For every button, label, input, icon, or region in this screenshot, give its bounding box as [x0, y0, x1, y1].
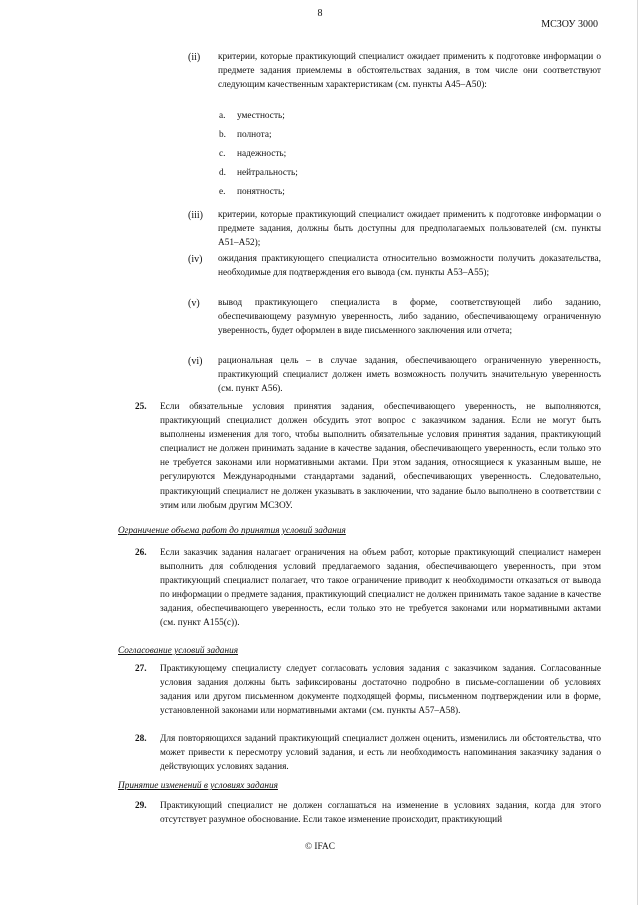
section-heading: Принятие изменений в условиях задания	[118, 781, 278, 791]
paragraph-number: 28.	[135, 734, 147, 744]
list-item-text: надежность;	[237, 149, 287, 159]
sub-item-label: (iv)	[188, 254, 203, 265]
list-item-text: понятность;	[237, 187, 285, 197]
list-item-label: c.	[219, 149, 226, 159]
list-item-label: a.	[219, 111, 226, 121]
section-heading: Согласование условий задания	[118, 646, 239, 656]
section-heading: Ограничение объема работ до принятия условий задания	[118, 526, 346, 536]
paragraph-text: Практикующий специалист не должен соглашаться на изменение в условиях задания, когда для этого отсутствует разумное обоснование. Если такое изменение происходит, практикующий	[160, 801, 601, 826]
list-item-label: d.	[219, 168, 226, 178]
sub-item-label: (ii)	[188, 52, 201, 63]
paragraph-number: 27.	[135, 664, 147, 674]
sub-item-label: (iii)	[188, 210, 203, 221]
paragraph-number: 25.	[135, 402, 147, 412]
list-item-label: e.	[219, 187, 226, 197]
scan-edge-line	[637, 0, 638, 905]
sub-item-text: рациональная цель – в случае задания, обеспечивающего ограниченную уверенность, практикующий специалист должен иметь возможность получить значительную уверенность (см. пункт A56).	[218, 356, 601, 395]
sub-item-text: вывод практикующего специалиста в форме, соответствующей либо заданию, обеспечивающему разумную уверенность, либо заданию, обеспечивающему ограниченную уверенность, будет оформлен в виде письменного заключения или отчета;	[218, 298, 601, 337]
list-item-text: полнота;	[237, 130, 272, 140]
footer-copyright: © IFAC	[305, 842, 335, 852]
sub-item-label: (vi)	[188, 356, 203, 367]
paragraph-text: Если обязательные условия принятия задания, обеспечивающего уверенность, не выполняются, практикующий специалист должен обсудить этот вопрос с заказчиком задания. Если не могут быть выполнены изменения для того, чтобы выполнить обязательные условия принятия задания, практикующий специалист не должен принимать задание в качестве задания, обеспечивающего уверенность, если только это не требуется законами или нормативными актами. При этом задания, относящиеся к указанным выше, не регулируются Международными стандартами заданий, обеспечивающих уверенность. Следовательно, практикующий специалист не должен указывать в заключении, что задание было выполнено в соответствии с этим или любым другим МСЗОУ.	[160, 402, 601, 511]
paragraph-number: 26.	[135, 548, 147, 558]
paragraph-number: 29.	[135, 801, 147, 811]
sub-item-text: критерии, которые практикующий специалист ожидает применить к подготовке информации о предмете задания приемлемы в обстоятельствах задания, в том числе они соответствуют следующим качественным характеристикам (см. пункты A45–A50):	[218, 52, 601, 91]
paragraph-text: Практикующему специалисту следует согласовать условия задания с заказчиком задания. Согласованные условия задания должны быть зафиксированы достаточно подробно в письме-соглашении об условиях задания или другом письменном документе подходящей формы, письменном подтверждении или в форме, установленной законами или нормативными актами (см. пункты A57–A58).	[160, 664, 601, 717]
list-item-text: нейтральность;	[237, 168, 298, 178]
sub-item-text: критерии, которые практикующий специалист ожидает применить к подготовке информации о предмете задания, должны быть доступны для предполагаемых пользователей (см. пункты A51–A52);	[218, 210, 601, 249]
paragraph-text: Для повторяющихся заданий практикующий специалист должен оценить, изменились ли обстоятельства, что может привести к пересмотру условий задания, и есть ли необходимость напоминания заказчику задания о действующих условиях задания.	[160, 734, 601, 773]
sub-item-label: (v)	[188, 298, 200, 309]
sub-item-text: ожидания практикующего специалиста относительно возможности получить доказательства, необходимые для подтверждения его вывода (см. пункты A53–A55);	[218, 254, 601, 279]
list-item-label: b.	[219, 130, 226, 140]
document-code: МСЗОУ 3000	[541, 19, 598, 30]
list-item-text: уместность;	[237, 111, 285, 121]
paragraph-text: Если заказчик задания налагает ограничения на объем работ, которые практикующий специалист намерен выполнить для соблюдения условий предлагаемого задания, обеспечивающего уверенность, при этом практикующий специалист полагает, что такое ограничение приводит к необходимости отказаться от вывода по информации о предмете задания, практикующий специалист не должен принимать такое задание в качестве задания, обеспечивающего уверенность, если только это не требуется законами или нормативными актами (см. пункт A155(c)).	[160, 548, 601, 629]
page-number: 8	[317, 8, 323, 19]
